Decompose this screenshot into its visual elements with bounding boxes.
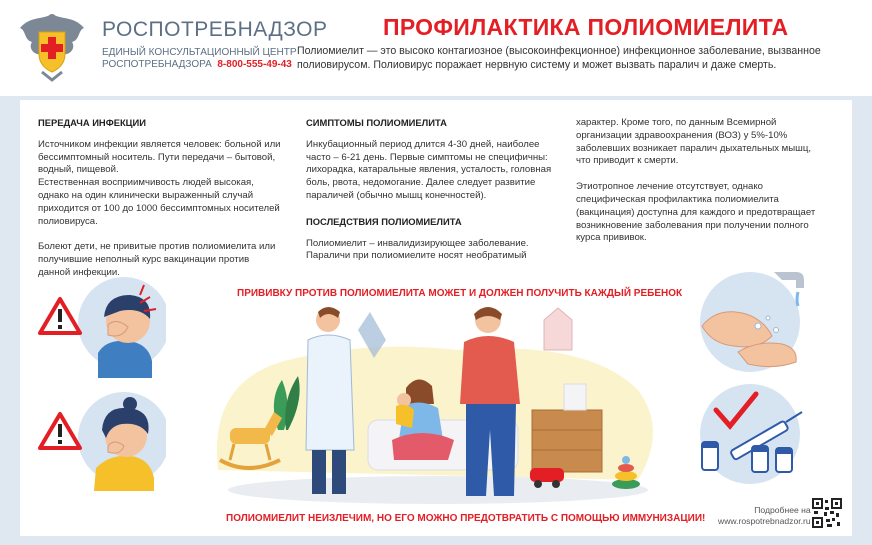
symptoms-text: Инкубационный период длится 4-30 дней, наиболее часто – 6-21 день. Первые симптомы не специфичны: лихорадка, катаральные явления, усталость, головная боль, рвота, недомогание. Далее следует развитие параличей (обычно мышц конечностей). <box>306 138 552 201</box>
symptoms-column <box>306 117 554 276</box>
treatment-text: Этиотропное лечение отсутствует, однако специфическая профилактика полиомиелита (вакцинация) доступна для каждого и предотвращает возникновение заболевания при получении полного курса прививок. <box>576 181 816 244</box>
sick-child-coughing-illustration <box>36 386 166 491</box>
consequences-continued-column <box>576 117 826 258</box>
sick-child-sneezing-illustration <box>36 273 166 378</box>
transmission-text-2: Естественная восприимчивость людей высокая, однако на один клинически выраженный случай приходится от 100 до 1000 бессимптомных носителей полиовируса. <box>38 177 280 227</box>
more-info <box>718 505 811 527</box>
consequences-heading: ПОСЛЕДСТВИЯ ПОЛИОМИЕЛИТА <box>306 215 462 227</box>
website-link[interactable]: www.rospotrebnadzor.ru <box>718 516 811 526</box>
intro-text: Полиомиелит — это высоко контагиозное (высокоинфекционное) инфекционное заболевание, вызванное полиовирусом. Полиовирус поражает нервную систему и может вызвать паралич и даже смерть. <box>297 45 821 71</box>
consequences-text-continued: характер. Кроме того, по данным Всемирной организации здравоохранения (ВОЗ) у 5%-10% заболевших возникает паралич дыхательных мышц, что приводит к смерти. <box>576 117 812 167</box>
org-name: РОСПОТРЕБНАДЗОР <box>102 18 328 41</box>
transmission-text-3: Болеют дети, не привитые против полиомиелита или получившие неполный курс вакцинации против данной инфекции. <box>38 241 276 278</box>
transmission-column <box>38 117 283 293</box>
qr-code-icon[interactable] <box>812 498 842 528</box>
consequences-text: Полиомиелит – инвалидизирующее заболевание. Параличи при полиомиелите носят необратимый <box>306 237 529 262</box>
org-sub-line1: ЕДИНЫЙ КОНСУЛЬТАЦИОННЫЙ ЦЕНТР <box>102 47 297 58</box>
page-title: ПРОФИЛАКТИКА ПОЛИОМИЕЛИТА <box>383 14 789 40</box>
immunization-banner: ПОЛИОМИЕЛИТ НЕИЗЛЕЧИМ, НО ЕГО МОЖНО ПРЕДОТВРАТИТЬ С ПОМОЩЬЮ ИММУНИЗАЦИИ! <box>226 513 706 524</box>
vaccine-syringe-illustration <box>688 380 812 488</box>
hotline-phone[interactable]: 8-800-555-49-43 <box>217 59 292 70</box>
header <box>0 0 872 96</box>
vaccination-banner: ПРИВИВКУ ПРОТИВ ПОЛИОМИЕЛИТА МОЖЕТ И ДОЛЖЕН ПОЛУЧИТЬ КАЖДЫЙ РЕБЕНОК <box>237 288 683 299</box>
handwashing-illustration <box>688 266 812 374</box>
transmission-heading: ПЕРЕДАЧА ИНФЕКЦИИ <box>38 117 147 128</box>
org-sub-line2-wrap <box>102 59 297 71</box>
symptoms-heading: СИМПТОМЫ ПОЛИОМИЕЛИТА <box>306 117 447 128</box>
more-info-label: Подробнее на <box>754 505 811 515</box>
clinic-family-illustration <box>208 300 660 508</box>
org-sub-line2: РОСПОТРЕБНАДЗОРА <box>102 59 212 70</box>
transmission-text-1: Источником инфекции является человек: больной или бессимптомный носитель. Пути передачи – бытовой, водный, пищевой. <box>38 138 281 176</box>
emblem-icon <box>12 6 92 86</box>
org-subtitle <box>102 47 297 71</box>
